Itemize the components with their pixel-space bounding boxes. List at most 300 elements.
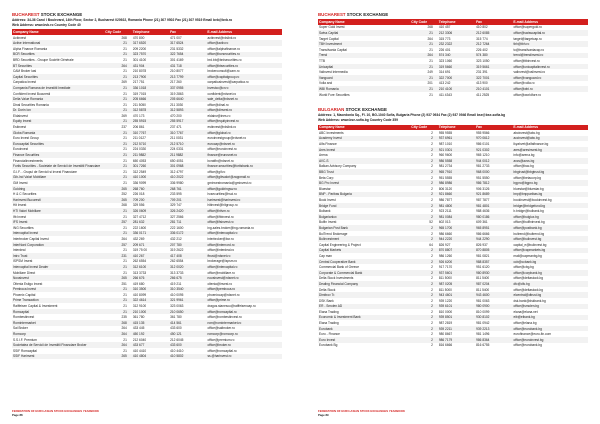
telephone-cell: 210 4100	[438, 86, 453, 91]
company-name-cell: Pemboca Invest	[13, 287, 36, 292]
email-cell[interactable]: interbroker@bcr.ro	[207, 236, 234, 241]
email-cell[interactable]: office@bulglux.bg	[513, 214, 539, 219]
fax-cell: 301 0968	[170, 164, 184, 169]
email-cell[interactable]: office@bcrsecurities.ro	[207, 52, 240, 57]
header-fax: Fax	[476, 125, 482, 130]
email-cell[interactable]: office@dinal.ro	[207, 102, 229, 107]
email-cell[interactable]: office@goldringwv.ro	[207, 186, 237, 191]
telephone-cell: 326 0609	[132, 208, 147, 213]
email-cell[interactable]: brokerage@ispsm.ro	[207, 259, 238, 264]
table-row	[12, 85, 282, 91]
fax-cell: 951 5550	[476, 175, 490, 180]
company-name-cell: ING Securities	[13, 225, 34, 230]
email-cell[interactable]: phoenixcap@rdsnet.ro	[207, 292, 240, 297]
email-cell[interactable]: sale_delta@rdsnet.ro	[207, 97, 238, 102]
city-code-cell: 2	[431, 337, 433, 342]
company-name-cell: Sai Broker	[13, 326, 28, 331]
fax-cell: 237 471	[170, 125, 182, 130]
telephone-cell: 937 6961	[438, 136, 453, 141]
fax-cell: 431 718	[170, 63, 182, 68]
telephone-cell: 986 1260	[438, 253, 453, 258]
email-cell[interactable]: lkyahvet@alfafinance.bg	[513, 142, 549, 147]
fax-cell: 417 408	[170, 253, 182, 258]
email-cell[interactable]: mail@capmanbg.bg	[513, 253, 542, 258]
city-code-cell: 21	[123, 97, 127, 102]
telephone-cell: 955 9555	[438, 130, 453, 135]
table-row	[318, 208, 588, 214]
city-code-cell: 21	[123, 309, 127, 314]
table-row	[12, 354, 282, 360]
email-cell[interactable]: office@romcapital.ro	[207, 348, 237, 353]
email-cell[interactable]: rom@romintermarket.ro	[207, 320, 242, 325]
fax-cell: 329 747	[170, 203, 182, 208]
table-row	[12, 147, 282, 153]
company-name-cell: Arena	[319, 153, 328, 158]
exchange-title-bucharest	[12, 12, 282, 17]
left-column	[12, 12, 282, 359]
company-name-cell: World Fore Securities	[319, 92, 350, 97]
table-row	[318, 86, 588, 92]
city-code-cell: 235	[121, 315, 127, 320]
email-cell[interactable]: carpaticainvest@carpatica.ro	[207, 80, 249, 85]
email-cell[interactable]: office@htivm.ro	[207, 208, 230, 213]
telephone-cell: 431 904	[132, 63, 145, 68]
table-row	[318, 30, 588, 36]
telephone-cell: 806 3120	[438, 186, 453, 191]
email-cell[interactable]: office@intercapital.ro	[207, 264, 238, 269]
telephone-cell: 410 4804	[132, 354, 147, 359]
fax-cell: 323 1050	[476, 58, 490, 63]
company-name-cell: BulTrend Brokerage	[319, 231, 348, 236]
telephone-cell: 939 8501	[438, 315, 453, 320]
telephone-cell: 226 401	[438, 47, 451, 52]
table-row	[12, 158, 282, 164]
telephone-cell: 322 4614	[132, 298, 147, 303]
email-cell[interactable]: target@targetcap.ro	[513, 36, 542, 41]
email-cell[interactable]: office@euroinvest.bg	[513, 337, 544, 342]
telephone-cell: 217 751	[132, 80, 145, 85]
city-code-cell: 2	[431, 147, 433, 152]
email-cell[interactable]: bridge@bridgefund.bg	[513, 203, 546, 208]
telephone-cell: 329 556	[132, 203, 145, 208]
fax-cell: 231 391	[476, 70, 488, 75]
city-code-cell: 21	[123, 153, 127, 158]
fax-cell: 980 8930	[476, 270, 490, 275]
company-name-cell: Super Gold Invest	[319, 25, 345, 30]
email-cell[interactable]: brokerconsult@cam.ro	[207, 69, 240, 74]
telephone-cell: 209 671	[132, 242, 145, 247]
telephone-cell: 951 5555	[438, 175, 453, 180]
company-name-cell: Alfa Finance	[319, 142, 337, 147]
exchange-title-red: BUCHAREST	[318, 12, 346, 17]
email-cell[interactable]: office@mobiliare.ro	[207, 270, 235, 275]
page-number: Page 88	[12, 412, 23, 417]
email-cell[interactable]: office@gibvalori@zappmail.ro	[207, 175, 250, 180]
email-cell[interactable]: office@cbg.bg	[513, 265, 534, 270]
city-code-cell: 2	[431, 270, 433, 275]
table-row	[12, 236, 282, 242]
email-cell[interactable]: trend@trendinvest.ro	[513, 53, 544, 58]
email-cell[interactable]: elcentral@dtrust.bg	[513, 293, 542, 298]
email-cell[interactable]: office@capitalgroup.ro	[207, 74, 240, 79]
email-cell[interactable]: bultrend@bultrend.bg	[513, 231, 545, 236]
company-name-cell: Actinvest	[13, 35, 26, 40]
exchange-title-black: STOCK EXCHANGE	[344, 107, 387, 113]
city-code-cell: 2	[431, 326, 433, 331]
email-cell[interactable]: office@saibroker.ro	[207, 326, 235, 331]
company-name-cell: Romcorp	[13, 332, 26, 337]
email-cell[interactable]: office@ttbinvest.ro	[513, 58, 540, 63]
telephone-cell: 323 7570	[132, 52, 147, 57]
email-cell[interactable]: office@dinvest.ro	[207, 108, 233, 113]
email-cell[interactable]: office@euroinvest.ro	[207, 147, 237, 152]
fax-cell: 326 2420	[170, 208, 184, 213]
email-cell[interactable]: euroinvestgroup@rdsnet.ro	[207, 136, 247, 141]
exchange-title-bucharest-cont	[318, 12, 588, 17]
email-cell[interactable]: eurocap@rdsnet.ro	[207, 141, 235, 146]
table-row	[12, 80, 282, 86]
email-cell[interactable]: ftrust@rdsnet.ro	[207, 253, 231, 258]
email-cell[interactable]: office@bac.bg	[513, 164, 534, 169]
email-cell[interactable]: office@corpbank.bg	[513, 270, 542, 275]
header-fax: Fax	[170, 29, 176, 34]
email-cell[interactable]: info@arena.bg	[513, 153, 535, 158]
email-cell[interactable]: b.bridge@bulbank.bg	[513, 209, 544, 214]
email-cell[interactable]: office@unicapitalinvest.ro	[513, 64, 550, 69]
email-cell[interactable]: oltenia@invest.ro	[207, 281, 233, 286]
table-row	[12, 35, 282, 41]
telephone-cell: 413 242	[438, 81, 451, 86]
email-cell[interactable]: office@romcapital.ro	[207, 309, 237, 314]
email-cell[interactable]: office@pemboca.ro	[207, 287, 236, 292]
telephone-cell: 810 0000	[438, 309, 453, 314]
company-name-cell: BulInvestment	[319, 237, 340, 242]
fax-cell: 471 007	[170, 35, 182, 40]
fax-cell: 319 2622	[170, 248, 184, 253]
company-name-cell: Alpha Finance Romania	[13, 46, 48, 51]
email-cell[interactable]: office@activ.ro	[207, 41, 229, 46]
email-cell[interactable]: actinvest@rdslink.ro	[207, 35, 237, 40]
company-name-cell: Harinvest Bucuresti	[13, 197, 41, 202]
company-name-cell: Bulbank	[319, 209, 331, 214]
fax-cell: 921 0302	[476, 147, 490, 152]
telephone-cell: 317 6520	[132, 41, 147, 46]
city-code-cell: 21	[123, 259, 127, 264]
email-cell[interactable]: accinvest@abc.bg	[513, 136, 540, 141]
header-telephone: Telephone	[438, 19, 456, 24]
email-cell[interactable]: novainvest@rdsnet.ro	[207, 276, 239, 281]
city-code-cell: 257	[121, 242, 127, 247]
exchange-title-bulgarian	[318, 107, 588, 112]
company-name-cell: Elana Trading	[319, 309, 339, 314]
table-row	[12, 135, 282, 141]
city-code-cell: 2	[431, 253, 433, 258]
email-cell[interactable]: office@bulinvest.bg	[513, 237, 542, 242]
telephone-cell: 433 677	[132, 343, 145, 348]
email-cell[interactable]: office@supergold.ro	[513, 25, 542, 30]
email-cell[interactable]: office@betacorp.bg	[513, 175, 542, 180]
telephone-cell: 206 861	[132, 125, 145, 130]
telephone-cell: 410 8099	[132, 292, 147, 297]
company-name-cell: Gib-Ind Valori Mobiliare	[13, 175, 47, 180]
email-cell[interactable]: bgpro@bgpro.bg	[513, 181, 538, 186]
email-cell[interactable]: bluestar@bluestar.bg	[513, 186, 544, 191]
company-name-cell: Oltenia Estigo Invest	[13, 281, 43, 286]
email-cell[interactable]: eldainv@ines.ro	[207, 113, 231, 118]
table-row	[12, 102, 282, 108]
company-name-cell: Romcapital	[13, 309, 29, 314]
company-name-cell: Target Capital	[319, 36, 339, 41]
email-cell[interactable]: dfc@dfc.bg	[513, 281, 530, 286]
email-cell[interactable]: bcratfin@rdsnet.ro	[207, 158, 234, 163]
email-cell[interactable]: office@alphafinance.ro	[207, 46, 241, 51]
email-cell[interactable]: office@premium.ro	[207, 337, 235, 342]
email-cell[interactable]: office@intercapital.ro	[207, 231, 238, 236]
header-company-name: Company Name	[13, 29, 39, 34]
email-cell[interactable]: office@ifsinvest.ro	[207, 220, 234, 225]
company-name-cell: Intercapital Invest Dealer	[13, 264, 49, 269]
table-row	[318, 203, 588, 209]
company-name-cell: Prime Transaction	[13, 298, 39, 303]
exchange-title-red: BULGARIAN	[318, 107, 345, 113]
telephone-cell: 301 7260	[132, 164, 147, 169]
company-name-cell: Central Cooperative Bank	[319, 259, 356, 264]
email-cell[interactable]: bookinvest@bookinvest.bg	[513, 198, 552, 203]
table-row	[318, 304, 588, 310]
company-name-cell: ER - Smolen AD	[319, 304, 343, 309]
city-code-cell: 21	[123, 264, 127, 269]
email-cell[interactable]: office@internord.ro	[207, 242, 235, 247]
city-code-cell: 21	[429, 30, 433, 35]
email-cell[interactable]: office@elana.bg	[513, 321, 537, 326]
city-code-cell: 21	[429, 47, 433, 52]
company-name-cell: Capital Engineering & Project	[319, 242, 361, 247]
city-code-cell: 2	[431, 142, 433, 147]
telephone-cell: 921 8660	[438, 192, 453, 197]
company-name-cell: Active International	[13, 41, 41, 46]
email-cell[interactable]: office@wbi.ro	[513, 86, 533, 91]
email-cell[interactable]: harinvest@harinvest.ro	[207, 197, 241, 202]
table-row	[12, 152, 282, 158]
city-code-cell: 2	[431, 198, 433, 203]
fax-cell: 336 0172	[170, 231, 184, 236]
email-cell[interactable]: ccb@ccbank.bg	[513, 259, 537, 264]
email-cell[interactable]: bnp@bnpparibas.bg	[513, 192, 543, 197]
email-cell[interactable]: confident@rdsnet.ro	[207, 91, 237, 96]
company-name-cell: BG Pro Invest	[319, 181, 339, 186]
email-cell[interactable]: dragos.stanescu@raiffeisencap.ro	[207, 304, 256, 309]
email-cell[interactable]: avcs@avcs.bg	[513, 158, 535, 163]
email-cell[interactable]: office@gif.ro	[207, 169, 226, 174]
city-code-cell: 64	[429, 242, 433, 247]
fax-cell: 965 8951	[476, 225, 490, 230]
table-row	[318, 264, 588, 270]
company-name-cell: Intro Trust	[13, 253, 28, 258]
table-row	[318, 69, 588, 75]
company-name-cell: AVC-S	[319, 158, 329, 163]
fax-cell: 944 2290	[476, 237, 490, 242]
city-code-cell: 21	[123, 85, 127, 90]
table-row	[318, 337, 588, 343]
city-code-cell: 21	[123, 208, 127, 213]
telephone-cell: 255 5915	[132, 119, 147, 124]
city-code-cell: 2	[431, 164, 433, 169]
email-cell[interactable]: ss.@harinvest.ro	[207, 354, 232, 359]
city-code-cell: 21	[123, 175, 127, 180]
telephone-cell: 211 9882	[132, 153, 146, 158]
city-code-cell: 2	[431, 321, 433, 326]
table-header	[318, 125, 588, 131]
table-row	[12, 259, 282, 265]
city-code-cell: 21	[123, 287, 127, 292]
fax-cell: 816 6755	[476, 343, 490, 348]
email-cell[interactable]: office@deltastock.bg	[513, 276, 544, 281]
city-code-cell: 21	[123, 248, 127, 253]
fax-cell: 213 7799	[170, 74, 184, 79]
email-cell[interactable]: dsk.bank@dskbank.bg	[513, 298, 546, 303]
email-cell[interactable]: ares@aresinvest.bg	[513, 147, 542, 152]
fax-cell: 211 3030	[170, 102, 184, 107]
company-name-cell: Dr. Dorin Ion	[13, 108, 31, 113]
email-cell[interactable]: office@capmarkets.bg	[513, 248, 546, 253]
fax-cell: 217 260	[170, 80, 182, 85]
telephone-cell: 965 7910	[438, 170, 453, 175]
fax-cell: 361 780	[170, 315, 182, 320]
email-cell[interactable]: romcorp@romcorp.ro	[207, 332, 238, 337]
telephone-cell: 650 4053	[132, 158, 147, 163]
telephone-cell: 960 9600	[438, 153, 453, 158]
email-cell[interactable]: office@rombestinvest.ro	[207, 315, 242, 320]
email-cell[interactable]: office@eurobank.bg	[513, 343, 542, 348]
email-cell[interactable]: office@postbank.bg	[513, 225, 542, 230]
email-cell[interactable]: tc@transilvaniacap.ro	[513, 47, 545, 52]
table-row	[318, 141, 588, 147]
company-name-cell: Bluestar	[319, 186, 331, 191]
email-cell[interactable]: estinvest@rdslink.ro	[207, 125, 237, 130]
email-cell[interactable]: investcc@cr.ro	[207, 85, 229, 90]
telephone-cell: 205 6666	[132, 97, 147, 102]
email-cell[interactable]: eurofinance@euro-fin.com	[513, 332, 552, 337]
table-row	[318, 326, 588, 332]
email-cell[interactable]: bbgtrust@bbgtrust.bg	[513, 170, 545, 175]
email-cell[interactable]: office@eurobank.bg	[513, 326, 542, 331]
email-cell[interactable]: elana@elana.net	[513, 309, 538, 314]
email-cell[interactable]: capital_e@bulinvest.bg	[513, 242, 547, 247]
email-cell[interactable]: tbh@tbh.ro	[513, 42, 530, 47]
table-row	[318, 197, 588, 203]
telephone-cell: 602 013	[438, 220, 451, 225]
telephone-cell: 212 6040	[132, 337, 147, 342]
city-code-cell: 2	[431, 304, 433, 309]
email-cell[interactable]: office@bulfininvest.bg	[513, 220, 545, 225]
email-cell[interactable]: office@interdeal.ro	[207, 248, 235, 253]
footer-title: FEDERATION OF EURO-ASIAN STOCK EXCHANGES YEARBOOK	[12, 409, 100, 413]
table-row	[318, 320, 588, 326]
city-code-cell: 21	[123, 348, 127, 353]
city-code-cell: 2	[431, 153, 433, 158]
header-company-name: Company Name	[319, 19, 345, 24]
company-name-cell: Euro - Finance	[319, 332, 340, 337]
email-cell[interactable]: hitinvest@hitgroup.ro	[207, 203, 238, 208]
table-row	[318, 47, 588, 53]
city-code-cell: 2	[431, 265, 433, 270]
fax-cell: 650 4051	[170, 158, 184, 163]
exchange-web: Web Address: www.bse-sofia.bg Country Code 359	[318, 117, 398, 122]
table-row	[12, 281, 282, 287]
email-cell[interactable]: office@broker.ro	[207, 343, 231, 348]
city-code-cell: 264	[121, 343, 127, 348]
telephone-cell: 266 676	[132, 276, 145, 281]
city-code-cell: 237	[121, 125, 127, 130]
company-name-cell: Confident Invest Bucuresti	[13, 91, 51, 96]
email-cell[interactable]: office@worldfore.ro	[513, 92, 542, 97]
telephone-cell: 232 2322	[438, 42, 453, 47]
telephone-cell: 470 173	[132, 113, 145, 118]
email-cell[interactable]: finance.securities@fortisbank.ro	[207, 164, 253, 169]
email-cell[interactable]: abcinvest@abc.bg	[513, 130, 540, 135]
header-telephone: Telephone	[438, 125, 456, 130]
email-cell[interactable]: office@ifbinvest.ro	[207, 214, 234, 219]
email-cell[interactable]: office@equityinvest.ro	[207, 119, 239, 124]
fax-cell: 432 212	[170, 236, 182, 241]
fax-cell: 312 5893	[170, 108, 184, 113]
email-cell[interactable]: hcsecurities@hsci.ro	[207, 192, 237, 197]
fax-cell: 709 201	[170, 197, 182, 202]
email-cell[interactable]: ing-sales.broker@ing-romania.ro	[207, 225, 254, 230]
email-cell[interactable]: gminvestromania@gminvest.ro	[207, 181, 252, 186]
city-code-cell: 2	[431, 170, 433, 175]
table-row	[12, 231, 282, 237]
email-cell[interactable]: office@vanguard.ro	[513, 75, 542, 80]
city-code-cell: 21	[429, 75, 433, 80]
city-code-cell: 21	[123, 292, 127, 297]
city-code-cell: 21	[123, 158, 127, 163]
city-code-cell: 21	[429, 58, 433, 63]
email-cell[interactable]: office@smolen.bg	[513, 304, 539, 309]
email-cell[interactable]: office@prime.ro	[207, 298, 230, 303]
telephone-cell: 981 0084	[438, 214, 453, 219]
page-number: Page 89	[318, 412, 329, 417]
telephone-cell: 410 1000	[132, 175, 147, 180]
email-cell[interactable]: eib@eibank.bg	[513, 315, 535, 320]
city-code-cell: 21	[429, 64, 433, 69]
city-code-cell: 21	[123, 46, 127, 51]
email-cell[interactable]: brd.bb@brdsecurities.ro	[207, 57, 242, 62]
email-cell[interactable]: finance@eurosnet.ro	[207, 153, 238, 158]
fax-cell: 986 8364	[476, 337, 490, 342]
email-cell[interactable]: office@btsecurities.ro	[207, 63, 239, 68]
company-name-cell: WBI Romania	[319, 86, 339, 91]
email-cell[interactable]: office@global.ro	[207, 130, 231, 135]
city-code-cell: 251	[121, 281, 127, 286]
email-cell[interactable]: office@swisscapital.ro	[513, 30, 545, 35]
city-code-cell: 264	[427, 36, 433, 41]
city-code-cell: 2	[431, 259, 433, 264]
fax-cell: 450 121	[170, 332, 182, 337]
fax-cell: 337 0955	[170, 85, 184, 90]
right-column	[318, 12, 588, 348]
telephone-cell: 268 760	[132, 186, 145, 191]
telephone-cell: 574 340	[438, 53, 451, 58]
table-row	[12, 214, 282, 220]
email-cell[interactable]: office@volla.ro	[513, 81, 535, 86]
table-row	[12, 247, 282, 253]
email-cell[interactable]: office@deltastock.bg	[513, 287, 544, 292]
email-cell[interactable]: valinvest@valinvest.ro	[513, 70, 546, 75]
company-name-cell: GM Invest	[13, 181, 28, 186]
company-name-cell: Elana Trading	[319, 321, 339, 326]
table-row	[12, 191, 282, 197]
